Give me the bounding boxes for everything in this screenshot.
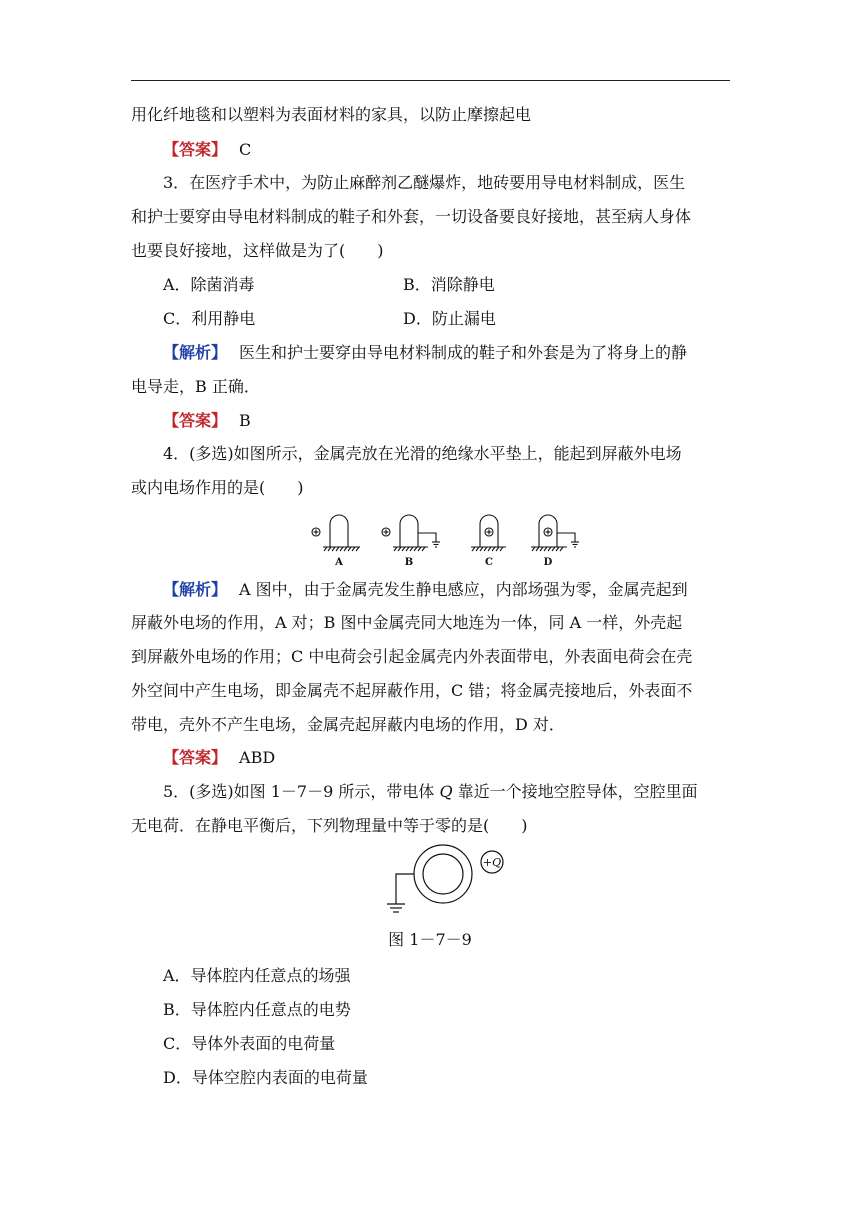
q3-answer-line xyxy=(163,411,731,431)
figure-label-d: D xyxy=(543,557,553,568)
q4-analysis-line-3: 到屏蔽外电场的作用；C 中电荷会引起金属壳内外表面带电，外表面电荷会在壳 xyxy=(131,647,693,666)
analysis-tag: 【解析】 xyxy=(163,343,228,362)
q5-stem-line-1: 5．(多选)如图 1－7－9 所示，带电体 Q 靠近一个接地空腔导体，空腔里面 xyxy=(163,782,698,801)
charge-symbol-q: Q xyxy=(439,782,453,801)
q3-analysis-line-2: 电导走，B 正确． xyxy=(131,377,260,396)
q4-figure-shells xyxy=(306,510,586,572)
analysis-tag: 【解析】 xyxy=(163,580,228,599)
q4-analysis-line-5: 带电，壳外不产生电场，金属壳起屏蔽内电场的作用，D 对． xyxy=(131,715,565,734)
q4-answer-line xyxy=(163,748,731,768)
q5-option-a: A．导体腔内任意点的场强 xyxy=(163,966,351,985)
figure-label-a: A xyxy=(335,557,343,568)
shell-a-figure xyxy=(312,515,360,551)
answer-tag: 【答案】 xyxy=(163,140,228,159)
answer-tag: 【答案】 xyxy=(163,748,228,767)
q2-answer: C xyxy=(239,140,252,159)
charge-q-label: +Q xyxy=(482,856,502,869)
intro-text: 用化纤地毯和以塑料为表面材料的家具，以防止摩擦起电 xyxy=(131,105,532,124)
figure-caption: 图 1－7－9 xyxy=(388,930,472,949)
q5-stem-line-2: 无电荷．在静电平衡后，下列物理量中等于零的是( ) xyxy=(131,816,528,835)
q3-option-d: D．防止漏电 xyxy=(403,309,496,328)
q4-stem-line-2: 或内电场作用的是( ) xyxy=(131,478,304,497)
q3-option-a: A．除菌消毒 xyxy=(163,275,255,294)
q4-analysis-line-1: 【解析】 A 图中，由于金属壳发生静电感应，内部场强为零，金属壳起到 xyxy=(163,580,688,599)
q5-figure-grounded-cavity xyxy=(378,840,508,920)
q5-option-d: D．导体空腔内表面的电荷量 xyxy=(163,1068,368,1087)
q3-analysis-line-1: 【解析】 医生和护士要穿由导电材料制成的鞋子和外套是为了将身上的静 xyxy=(163,343,688,362)
figure-label-b: B xyxy=(404,557,414,568)
q4-stem-line-1: 4．(多选)如图所示，金属壳放在光滑的绝缘水平垫上，能起到屏蔽外电场 xyxy=(163,444,682,463)
q4-analysis-line-4: 外空间中产生电场，即金属壳不起屏蔽作用，C 错；将金属壳接地后，外表面不 xyxy=(131,681,693,700)
q4-analysis-line-2: 屏蔽外电场的作用，A 对；B 图中金属壳同大地连为一体，同 A 一样，外壳起 xyxy=(131,613,683,632)
q4-answer: ABD xyxy=(239,748,276,767)
q2-answer-line xyxy=(163,140,731,160)
q5-option-c: C．导体外表面的电荷量 xyxy=(163,1034,336,1053)
q3-stem-line-1: 3．在医疗手术中，为防止麻醉剂乙醚爆炸，地砖要用导电材料制成，医生 xyxy=(163,173,686,192)
q3-stem-line-3: 也要良好接地，这样做是为了( ) xyxy=(131,241,384,260)
q3-stem-line-2: 和护士要穿由导电材料制成的鞋子和外套，一切设备要良好接地，甚至病人身体 xyxy=(131,207,692,226)
q3-answer: B xyxy=(239,411,251,430)
shell-b-figure xyxy=(382,515,440,551)
shell-d-figure xyxy=(531,515,579,551)
figure-label-c: C xyxy=(485,557,493,568)
q3-option-b: B．消除静电 xyxy=(403,275,495,294)
q5-option-b: B．导体腔内任意点的电势 xyxy=(163,1000,351,1019)
answer-tag: 【答案】 xyxy=(163,411,228,430)
cavity-inner-circle xyxy=(423,854,463,894)
shell-c-figure xyxy=(471,515,506,551)
header-rule xyxy=(131,80,730,81)
q3-option-c: C．利用静电 xyxy=(163,309,256,328)
